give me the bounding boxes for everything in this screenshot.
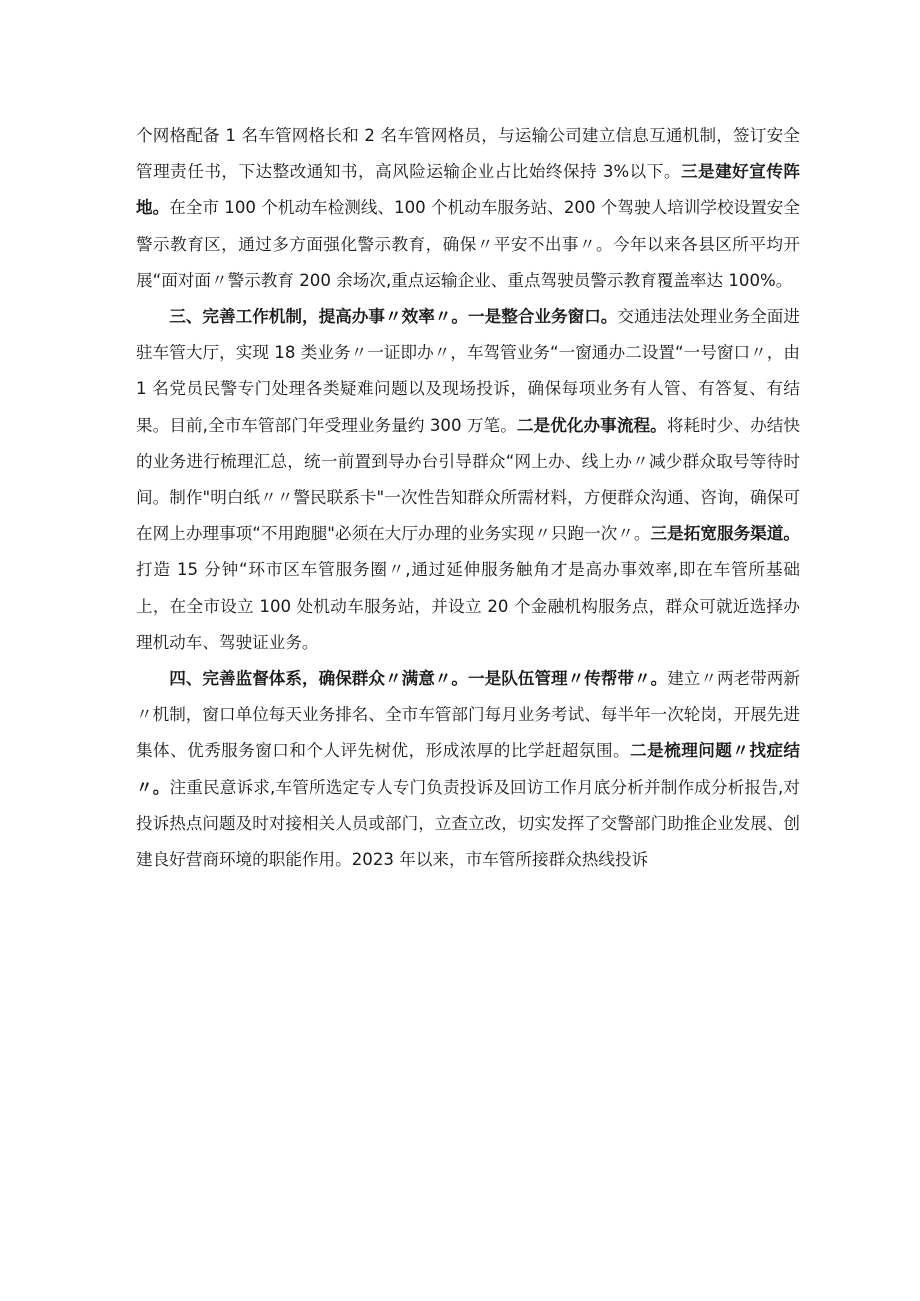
bold-heading-process: 二是优化办事流程。 — [516, 415, 667, 435]
paragraph-text: 打造 15 分钟“环市区车管服务圈〃,通过延伸服务触角才是高办事效率,即在车管所基础上，在全市设立 100 处机动车服务站，并设立 20 个金融机构服务点，群众可就近选择办理机动车、驾驶证业务。 — [136, 560, 800, 652]
paragraph-text: 个网格配备 1 名车管网格长和 2 名车管网格员，与运输公司建立信息互通机制，签订安全管理责任书，下达整改通知书，高风险运输企业占比始终保持 3%以下。 — [136, 126, 800, 182]
section-heading-work-mechanism: 三、完善工作机制，提高办事〃效率〃。一是整合业务窗口。 — [169, 307, 618, 327]
paragraph-grid-safety — [136, 118, 800, 299]
document-body — [136, 118, 800, 878]
paragraph-text: 建立〃两老带两新〃机制，窗口单位每天业务排名、全市车管部门每月业务考试、每半年一次轮岗，开展先进集体、优秀服务窗口和个人评先树优，形成浓厚的比学赶超氛围。 — [136, 669, 801, 761]
bold-heading-problems: 二是梳理问题〃找症结〃。 — [136, 741, 801, 797]
paragraph-supervision — [136, 661, 800, 878]
paragraph-text: 注重民意诉求,车管所选定专人专门负责投诉及回访工作月底分析并制作成分析报告,对投诉热点问题及时对接相关人员或部门，立查立改，切实发挥了交警部门助推企业发展、创建良好营商环境的职能作用。2023 年以来，市车管所接群众热线投诉 — [136, 777, 800, 870]
paragraph-text: 交通违法处理业务全面进驻车管大厅，实现 18 类业务〃一证即办〃，车驾管业务“一窗通办二设置“一号窗口〃，由 1 名党员民警专门处理各类疑难问题以及现场投诉，确保每项业务有人管、有答复、有结果。目前,全市车管部门年受理业务量约 300 万笔。 — [136, 307, 801, 435]
paragraph-text: 在全市 100 个机动车检测线、100 个机动车服务站、200 个驾驶人培训学校设置安全警示教育区，通过多方面强化警示教育，确保〃平安不出事〃。今年以来各县区所平均开展“面对面〃警示教育 200 余场次,重点运输企业、重点驾驶员警示教育覆盖率达 100%。 — [136, 198, 800, 290]
paragraph-work-mechanism — [136, 299, 800, 661]
paragraph-text: 将耗时少、办结快的业务进行梳理汇总，统一前置到导办台引导群众“网上办、线上办〃减少群众取号等待时间。制作"明白纸〃〃警民联系卡"一次性告知群众所需材料，方便群众沟通、咨询，确保可在网上办理事项“不用跑腿"必须在大厅办理的业务实现〃只跑一次〃。 — [136, 415, 801, 544]
bold-heading-publicity: 三是建好宣传阵地。 — [136, 162, 801, 218]
bold-heading-channels: 三是拓宽服务渠道。 — [650, 524, 800, 544]
section-heading-supervision: 四、完善监督体系，确保群众〃满意〃。一是队伍管理〃传帮带〃。 — [169, 669, 668, 689]
